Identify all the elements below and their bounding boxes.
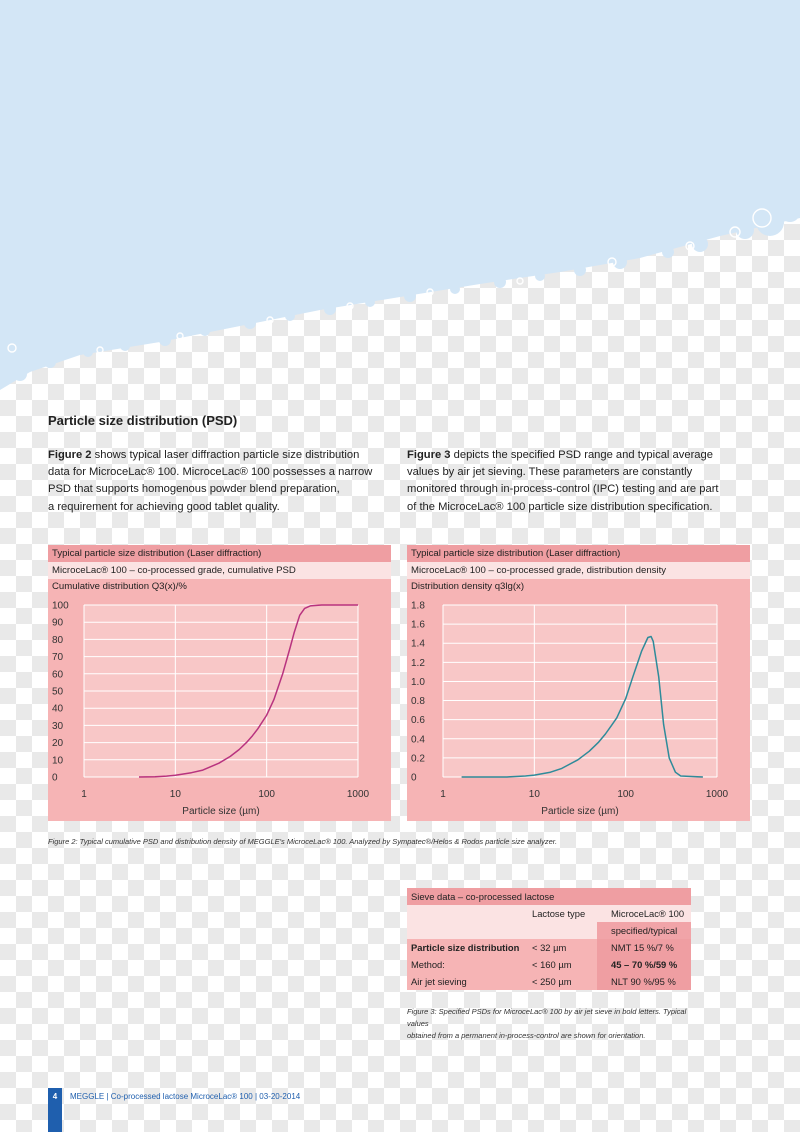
x-tick-label: 1: [81, 789, 87, 800]
text-line: depicts the specified PSD range and typical average: [450, 449, 713, 461]
row-size: < 32 µm: [532, 942, 567, 953]
chart-title: Typical particle size distribution (Laser diffraction): [407, 545, 750, 562]
footer-brand: MEGGLE: [70, 1092, 105, 1101]
y-tick-label: 0.8: [411, 696, 425, 708]
y-tick-label: 60: [52, 669, 64, 681]
paragraph-line: data for MicroceLac® 100. MicroceLac® 100 possesses a narrow: [48, 466, 373, 479]
row-value: 45 – 70 %/59 %: [611, 959, 678, 970]
sieve-data-table: [407, 888, 691, 990]
y-tick-label: 0: [52, 772, 58, 784]
row-value: NMT 15 %/7 %: [611, 942, 674, 953]
paragraph-line: [48, 447, 393, 464]
table-row: [407, 956, 691, 973]
footer-product: Co-processed lactose MicroceLac® 100: [110, 1092, 253, 1101]
footer-separator: |: [254, 1092, 258, 1101]
y-tick-label: 100: [52, 600, 69, 612]
y-tick-label: 20: [52, 738, 64, 750]
hero-banner: [0, 0, 800, 400]
row-value: NLT 90 %/95 %: [611, 976, 676, 987]
section-title: Particle size distribution (PSD): [48, 413, 238, 428]
page-number: 4: [52, 1092, 58, 1101]
x-tick-label: 1000: [705, 789, 729, 800]
chart-title: Typical particle size distribution (Laser diffraction): [48, 545, 391, 562]
x-tick-label: 10: [169, 789, 181, 800]
x-tick-label: 1: [440, 789, 446, 800]
y-tick-label: 1.2: [411, 657, 425, 669]
caption-line: obtained from a permanent in-process-control are shown for orientation.: [407, 1031, 646, 1040]
y-tick-label: 50: [52, 686, 64, 698]
table-row: [407, 973, 691, 990]
density-psd-chart: [407, 545, 750, 821]
plot-area: [443, 605, 717, 777]
chart-plot: [407, 545, 750, 821]
row-label: Air jet sieving: [411, 976, 467, 987]
x-tick-label: 1000: [346, 789, 370, 800]
y-tick-label: 90: [52, 617, 64, 629]
x-tick-label: 10: [528, 789, 540, 800]
y-tick-label: 0.6: [411, 715, 425, 727]
y-axis-label: Cumulative distribution Q3(x)/%: [52, 581, 187, 592]
row-label: Particle size distribution: [411, 942, 520, 953]
x-tick-label: 100: [617, 789, 635, 800]
chart-subtitle: MicroceLac® 100 – co-processed grade, cumulative PSD: [48, 562, 391, 579]
y-axis-label: Distribution density q3lg(x): [411, 581, 525, 592]
cumulative-psd-chart: [48, 545, 391, 821]
col-product-sub: specified/typical: [611, 925, 678, 936]
table-title: Sieve data – co-processed lactose: [407, 888, 691, 905]
figure3-paragraph: [407, 447, 752, 516]
figure3-caption: [407, 1006, 707, 1042]
paragraph-line: of the MicroceLac® 100 particle size distribution specification.: [407, 500, 713, 513]
y-tick-label: 40: [52, 703, 64, 715]
text-line: shows typical laser diffraction particle size distribution: [91, 449, 360, 461]
footer-text: [70, 1092, 300, 1101]
paragraph-line: monitored through in-process-control (IPC) testing and are part: [407, 483, 719, 496]
y-tick-label: 70: [52, 652, 64, 664]
x-axis-label: Particle size (µm): [541, 806, 619, 817]
paragraph-line: [407, 447, 752, 464]
figure2-paragraph: [48, 447, 393, 516]
paragraph-line: values by air jet sieving. These parameters are constantly: [407, 466, 693, 479]
y-tick-label: 30: [52, 720, 64, 732]
chart-plot: [48, 545, 391, 821]
footer-separator: |: [106, 1092, 109, 1101]
row-label: Method:: [411, 959, 445, 970]
y-tick-label: 1.4: [411, 638, 425, 650]
table-header-row: [407, 905, 691, 922]
figure2-caption: Figure 2: Typical cumulative PSD and distribution density of MEGGLE's MicroceLac® 100. Analyzed by Sympatec®/Helos & Rodos particle size analyzer.: [48, 837, 558, 846]
row-size: < 250 µm: [532, 976, 572, 987]
col-lactose-type: Lactose type: [532, 908, 586, 919]
figure-ref: Figure 3: [407, 449, 451, 461]
row-size: < 160 µm: [532, 959, 572, 970]
figure-ref: Figure 2: [48, 449, 92, 461]
y-tick-label: 0: [411, 772, 417, 784]
paragraph-line: PSD that supports homogenous powder blend preparation,: [48, 483, 340, 496]
x-tick-label: 100: [258, 789, 276, 800]
y-tick-label: 10: [52, 755, 64, 767]
chart-subtitle: MicroceLac® 100 – co-processed grade, distribution density: [407, 562, 750, 579]
paragraph-line: a requirement for achieving good tablet quality.: [48, 500, 280, 513]
y-tick-label: 0.2: [411, 753, 425, 765]
table-row: [407, 939, 691, 956]
x-axis-label: Particle size (µm): [182, 806, 260, 817]
y-tick-label: 1.0: [411, 676, 425, 688]
table-subheader-row: [407, 922, 691, 939]
col-product: MicroceLac® 100: [611, 908, 685, 919]
y-tick-label: 1.8: [411, 600, 425, 612]
y-tick-label: 80: [52, 634, 64, 646]
caption-line: Figure 3: Specified PSDs for MicroceLac® 100 by air jet sieve in bold letters. Typical values: [407, 1007, 687, 1028]
y-tick-label: 1.6: [411, 619, 425, 631]
y-tick-label: 0.4: [411, 734, 425, 746]
footer-date: 03-20-2014: [259, 1092, 301, 1101]
